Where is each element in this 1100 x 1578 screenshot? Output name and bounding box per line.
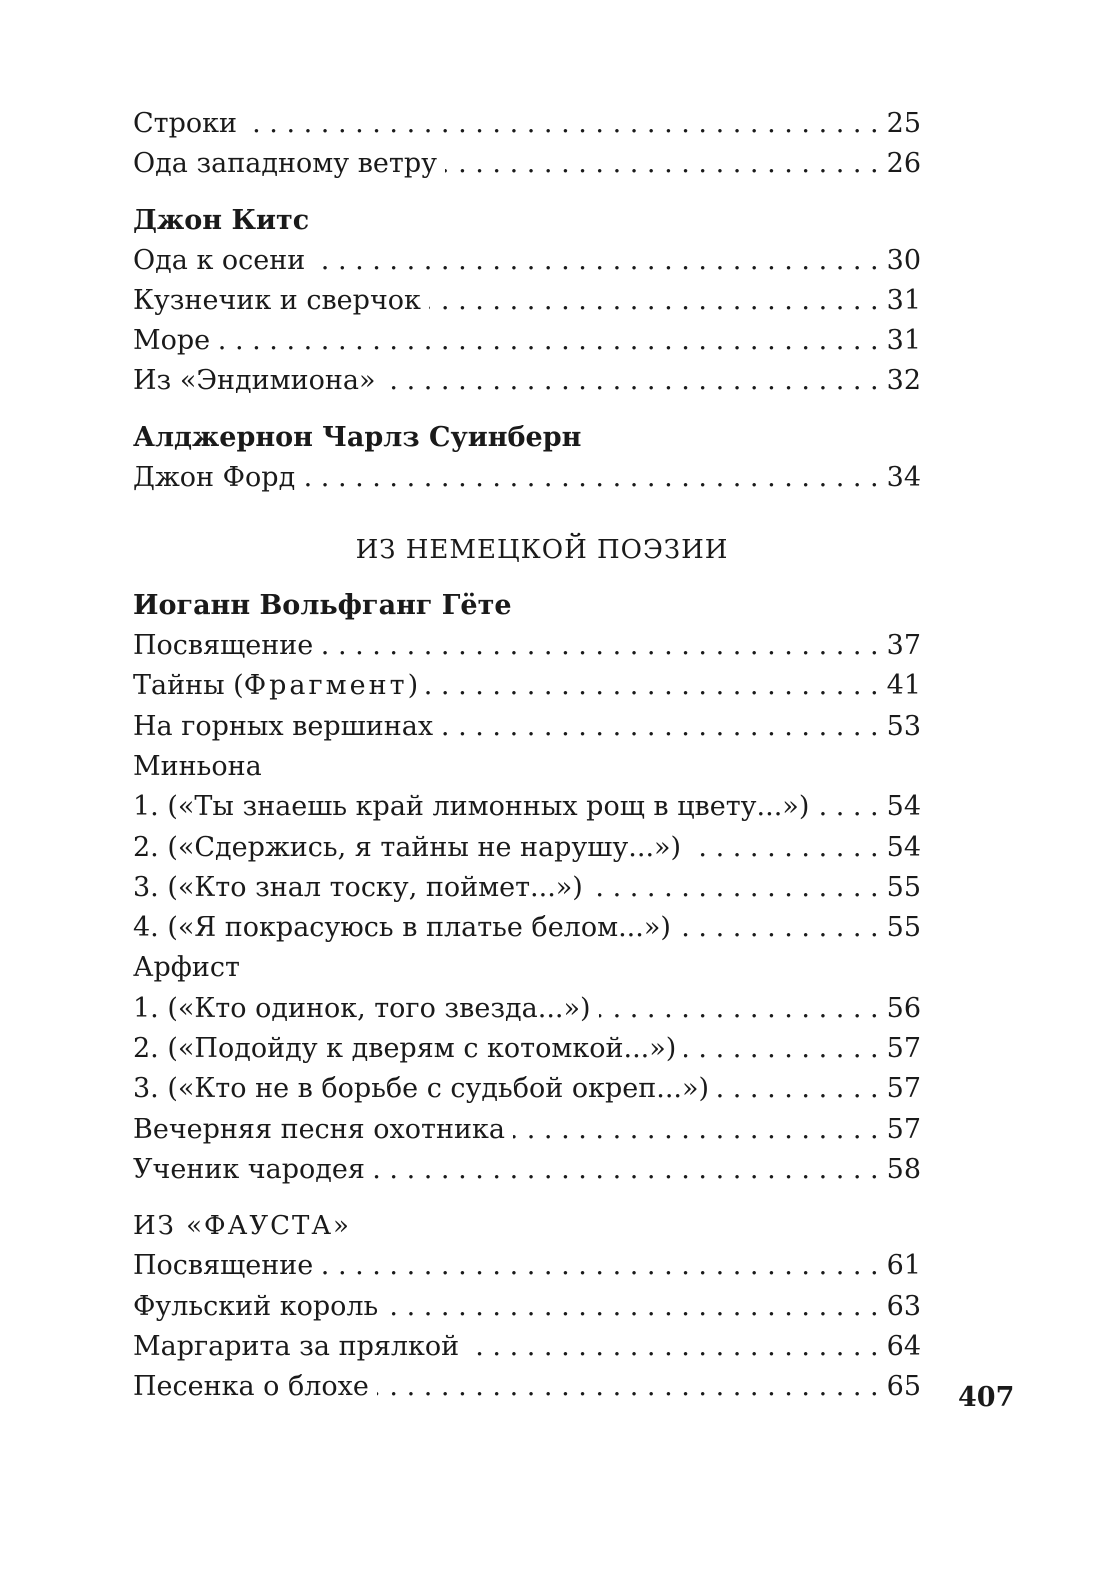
toc-entry <box>133 707 921 747</box>
toc-entry <box>133 1150 921 1190</box>
toc-entry-page: 37 <box>886 630 921 662</box>
toc-entry-page: 57 <box>886 1113 921 1145</box>
cycle-label: Арфист <box>133 952 240 984</box>
toc-entry-title: Ученик чародея <box>133 1153 365 1185</box>
toc-entry-page: 34 <box>886 461 921 493</box>
toc-entry-page: 25 <box>886 108 921 139</box>
dot-leader <box>445 144 879 184</box>
toc-entry-page: 32 <box>886 365 921 397</box>
toc-entry <box>133 828 921 868</box>
toc-entry-page: 56 <box>886 992 921 1024</box>
toc-entry <box>133 1367 921 1407</box>
table-of-contents <box>133 104 921 1407</box>
dot-leader <box>386 1287 878 1327</box>
dot-leader <box>441 707 879 747</box>
toc-entry <box>133 321 921 361</box>
toc-entry <box>133 458 921 498</box>
toc-entry <box>133 144 921 184</box>
toc-entry-title: Маргарита за прялкой <box>133 1330 460 1362</box>
toc-entry-title: На горных вершинах <box>133 710 434 742</box>
cycle-label: Миньона <box>133 750 262 782</box>
page-number: 407 <box>958 1382 1015 1413</box>
toc-entry-page: 64 <box>886 1330 921 1362</box>
toc-entry <box>133 281 921 321</box>
toc-entry-page: 55 <box>886 871 921 903</box>
dot-leader <box>218 321 878 361</box>
toc-entry-page: 54 <box>886 831 921 863</box>
section-heading: ИЗ НЕМЕЦКОЙ ПОЭЗИИ <box>355 535 729 566</box>
dot-leader <box>303 458 878 498</box>
dot-leader <box>817 787 878 827</box>
toc-entry-title: 4. («Я покрасуюсь в платье белом...») <box>133 912 671 944</box>
toc-entry-title: Ода к осени <box>133 244 306 276</box>
toc-entry-title: Вечерняя песня охотника <box>133 1113 505 1145</box>
toc-entry-page: 30 <box>886 244 921 276</box>
toc-entry <box>133 868 921 908</box>
toc-entry-page: 31 <box>886 284 921 316</box>
dot-leader <box>467 1327 878 1367</box>
toc-entry-title: Строки <box>133 108 238 139</box>
dot-leader <box>321 1246 878 1286</box>
dot-leader <box>429 281 879 321</box>
dot-leader <box>377 1367 879 1407</box>
toc-entry-title: Фульский король <box>133 1290 379 1322</box>
author-heading: Иоганн Вольфганг Гёте <box>133 590 512 622</box>
toc-entry-title: 1. («Ты знаешь край лимонных рощ в цвету...») <box>133 791 810 823</box>
dot-leader <box>599 989 879 1029</box>
dot-leader <box>321 626 878 666</box>
toc-entry <box>133 104 921 144</box>
toc-entry-page: 63 <box>886 1290 921 1322</box>
toc-entry <box>133 666 921 706</box>
toc-entry <box>133 1110 921 1150</box>
toc-entry-title: 2. («Подойду к дверям с котомкой...») <box>133 1033 677 1065</box>
subsection-heading: ИЗ «ФАУСТА» <box>133 1211 351 1242</box>
toc-entry-title: Море <box>133 325 211 357</box>
toc-entry <box>133 1029 921 1069</box>
toc-entry <box>133 1287 921 1327</box>
dot-leader <box>513 1110 879 1150</box>
toc-entry <box>133 361 921 401</box>
toc-entry-title: 1. («Кто одинок, того звезда...») <box>133 992 591 1024</box>
toc-entry <box>133 908 921 948</box>
dot-leader <box>717 1069 879 1109</box>
toc-entry-page: 26 <box>886 148 921 180</box>
author-heading: Джон Китс <box>133 204 310 236</box>
toc-entry-page: 54 <box>886 791 921 823</box>
dot-leader <box>689 828 879 868</box>
toc-entry <box>133 1246 921 1286</box>
toc-entry-title: Ода западному ветру <box>133 148 437 180</box>
toc-entry-page: 55 <box>886 912 921 944</box>
toc-entry <box>133 787 921 827</box>
dot-leader <box>591 868 879 908</box>
toc-entry-page: 65 <box>886 1371 921 1403</box>
toc-entry-page: 58 <box>886 1153 921 1185</box>
toc-entry-page: 31 <box>886 325 921 357</box>
toc-entry <box>133 626 921 666</box>
toc-entry-title: 2. («Сдержись, я тайны не нарушу...») <box>133 831 682 863</box>
toc-entry-page: 57 <box>886 1073 921 1105</box>
toc-entry-title: Из «Эндимиона» <box>133 365 376 397</box>
toc-entry <box>133 241 921 281</box>
toc-entry-title: Джон Форд <box>133 461 296 493</box>
toc-entry-page: 41 <box>886 670 921 702</box>
dot-leader <box>245 104 879 144</box>
toc-entry-title: Кузнечик и сверчок <box>133 284 421 316</box>
toc-entry-title: Тайны (Фрагмент) <box>133 670 419 702</box>
author-heading: Алджернон Чарлз Суинберн <box>133 421 582 453</box>
toc-entry-title: 3. («Кто знал тоску, поймет...») <box>133 871 583 903</box>
dot-leader <box>426 666 879 706</box>
toc-entry <box>133 989 921 1029</box>
toc-entry-page: 57 <box>886 1033 921 1065</box>
dot-leader <box>373 1150 879 1190</box>
toc-entry-title: 3. («Кто не в борьбе с судьбой окреп...») <box>133 1073 710 1105</box>
toc-entry-page: 61 <box>886 1250 921 1282</box>
dot-leader <box>684 1029 878 1069</box>
dot-leader <box>313 241 878 281</box>
toc-entry-page: 53 <box>886 710 921 742</box>
dot-leader <box>679 908 879 948</box>
toc-entry <box>133 1069 921 1109</box>
toc-entry-title: Посвящение <box>133 630 314 662</box>
dot-leader <box>384 361 879 401</box>
toc-entry-title: Песенка о блохе <box>133 1371 369 1403</box>
toc-entry <box>133 1327 921 1367</box>
toc-entry-title: Посвящение <box>133 1250 314 1282</box>
